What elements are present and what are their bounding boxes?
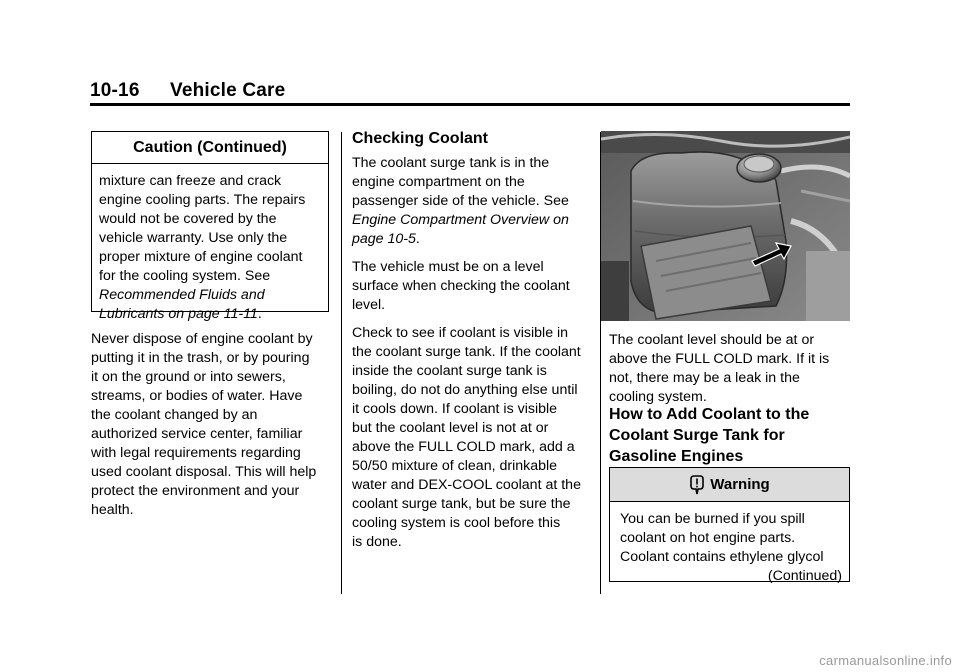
warning-icon bbox=[689, 475, 705, 495]
text-line: water and DEX-COOL coolant at the bbox=[352, 477, 581, 493]
text-line: it cools down. If coolant is visible bbox=[352, 401, 558, 417]
caution-line: vehicle warranty. Use only the bbox=[99, 230, 288, 246]
text-line: is done. bbox=[352, 534, 402, 550]
coolant-tank-photo bbox=[601, 131, 850, 321]
caution-line: would not be covered by the bbox=[99, 211, 277, 227]
caution-reference-link[interactable]: Recommended Fluids and bbox=[99, 287, 265, 303]
caution-box bbox=[91, 131, 329, 322]
heading-line: Coolant Surge Tank for bbox=[609, 427, 785, 444]
paragraph bbox=[352, 154, 592, 249]
warning-box bbox=[609, 467, 850, 582]
text-line: cooling system. bbox=[609, 389, 707, 405]
text-line: passenger side of the vehicle. See bbox=[352, 193, 569, 209]
punctuation: . bbox=[415, 231, 420, 247]
caution-body bbox=[92, 164, 328, 331]
text-line: authorized service center, familiar bbox=[91, 426, 303, 442]
text-line: The coolant level should be at or bbox=[609, 332, 815, 348]
engine-compartment-link[interactable]: page 10-5 bbox=[352, 231, 416, 247]
header-rule bbox=[90, 103, 850, 106]
paragraph bbox=[352, 324, 592, 552]
caution-line: proper mixture of engine coolant bbox=[99, 249, 303, 265]
punctuation: . bbox=[257, 306, 262, 322]
text-line: engine compartment on the bbox=[352, 174, 525, 190]
text-line: the coolant changed by an bbox=[91, 407, 258, 423]
paragraph bbox=[352, 258, 592, 315]
text-line: The vehicle must be on a level bbox=[352, 259, 544, 275]
heading-line: Gasoline Engines bbox=[609, 448, 744, 465]
text-line: it on the ground or into sewers, bbox=[91, 369, 286, 385]
heading-line: How to Add Coolant to the bbox=[609, 406, 810, 423]
checking-coolant-heading: Checking Coolant bbox=[352, 130, 489, 147]
warning-line: You can be burned if you spill bbox=[620, 511, 805, 527]
checking-coolant-text bbox=[352, 154, 592, 561]
disposal-paragraph bbox=[91, 330, 336, 520]
page-header bbox=[90, 80, 285, 102]
warning-line: coolant on hot engine parts. bbox=[620, 530, 796, 546]
text-line: putting it in the trash, or by pouring bbox=[91, 350, 310, 366]
text-line: 50/50 mixture of clean, drinkable bbox=[352, 458, 558, 474]
text-line: The coolant surge tank is in the bbox=[352, 155, 550, 171]
continued-label: (Continued) bbox=[767, 568, 842, 584]
text-line: above the FULL COLD mark. If it is bbox=[609, 351, 830, 367]
coolant-level-paragraph bbox=[609, 331, 849, 407]
text-line: cooling system is cool before this bbox=[352, 515, 561, 531]
caution-reference-link[interactable]: Lubricants on page 11-11 bbox=[99, 306, 258, 322]
engine-compartment-link[interactable]: Engine Compartment Overview on bbox=[352, 212, 569, 228]
column-divider-left bbox=[341, 132, 342, 594]
add-coolant-heading bbox=[609, 404, 849, 467]
text-line: coolant surge tank, but be sure the bbox=[352, 496, 571, 512]
text-line: streams, or bodies of water. Have bbox=[91, 388, 303, 404]
text-line: with legal requirements regarding bbox=[91, 445, 301, 461]
caution-line: mixture can freeze and crack bbox=[99, 173, 282, 189]
text-line: boiling, do not do anything else until bbox=[352, 382, 578, 398]
caution-line: engine cooling parts. The repairs bbox=[99, 192, 306, 208]
text-line: level. bbox=[352, 297, 386, 313]
warning-body bbox=[610, 502, 849, 590]
warning-title-bar bbox=[610, 468, 849, 502]
coolant-tank-illustration bbox=[601, 131, 850, 321]
caution-line: for the cooling system. See bbox=[99, 268, 271, 284]
section-title: Vehicle Care bbox=[170, 80, 286, 101]
text-line: health. bbox=[91, 502, 134, 518]
text-line: the coolant surge tank. If the coolant bbox=[352, 344, 581, 360]
text-line: protect the environment and your bbox=[91, 483, 300, 499]
text-line: Check to see if coolant is visible in bbox=[352, 325, 569, 341]
warning-line: Coolant contains ethylene glycol bbox=[620, 549, 824, 565]
warning-title: Warning bbox=[710, 476, 770, 493]
text-line: inside the coolant surge tank is bbox=[352, 363, 547, 379]
caution-title: Caution (Continued) bbox=[92, 132, 328, 164]
text-line: used coolant disposal. This will help bbox=[91, 464, 317, 480]
text-line: but the coolant level is not at or bbox=[352, 420, 549, 436]
text-line: above the FULL COLD mark, add a bbox=[352, 439, 575, 455]
watermark: carmanualsonline.info bbox=[819, 653, 952, 668]
text-line: surface when checking the coolant bbox=[352, 278, 570, 294]
page-number: 10-16 bbox=[90, 80, 140, 101]
text-line: Never dispose of engine coolant by bbox=[91, 331, 313, 347]
text-line: not, there may be a leak in the bbox=[609, 370, 800, 386]
